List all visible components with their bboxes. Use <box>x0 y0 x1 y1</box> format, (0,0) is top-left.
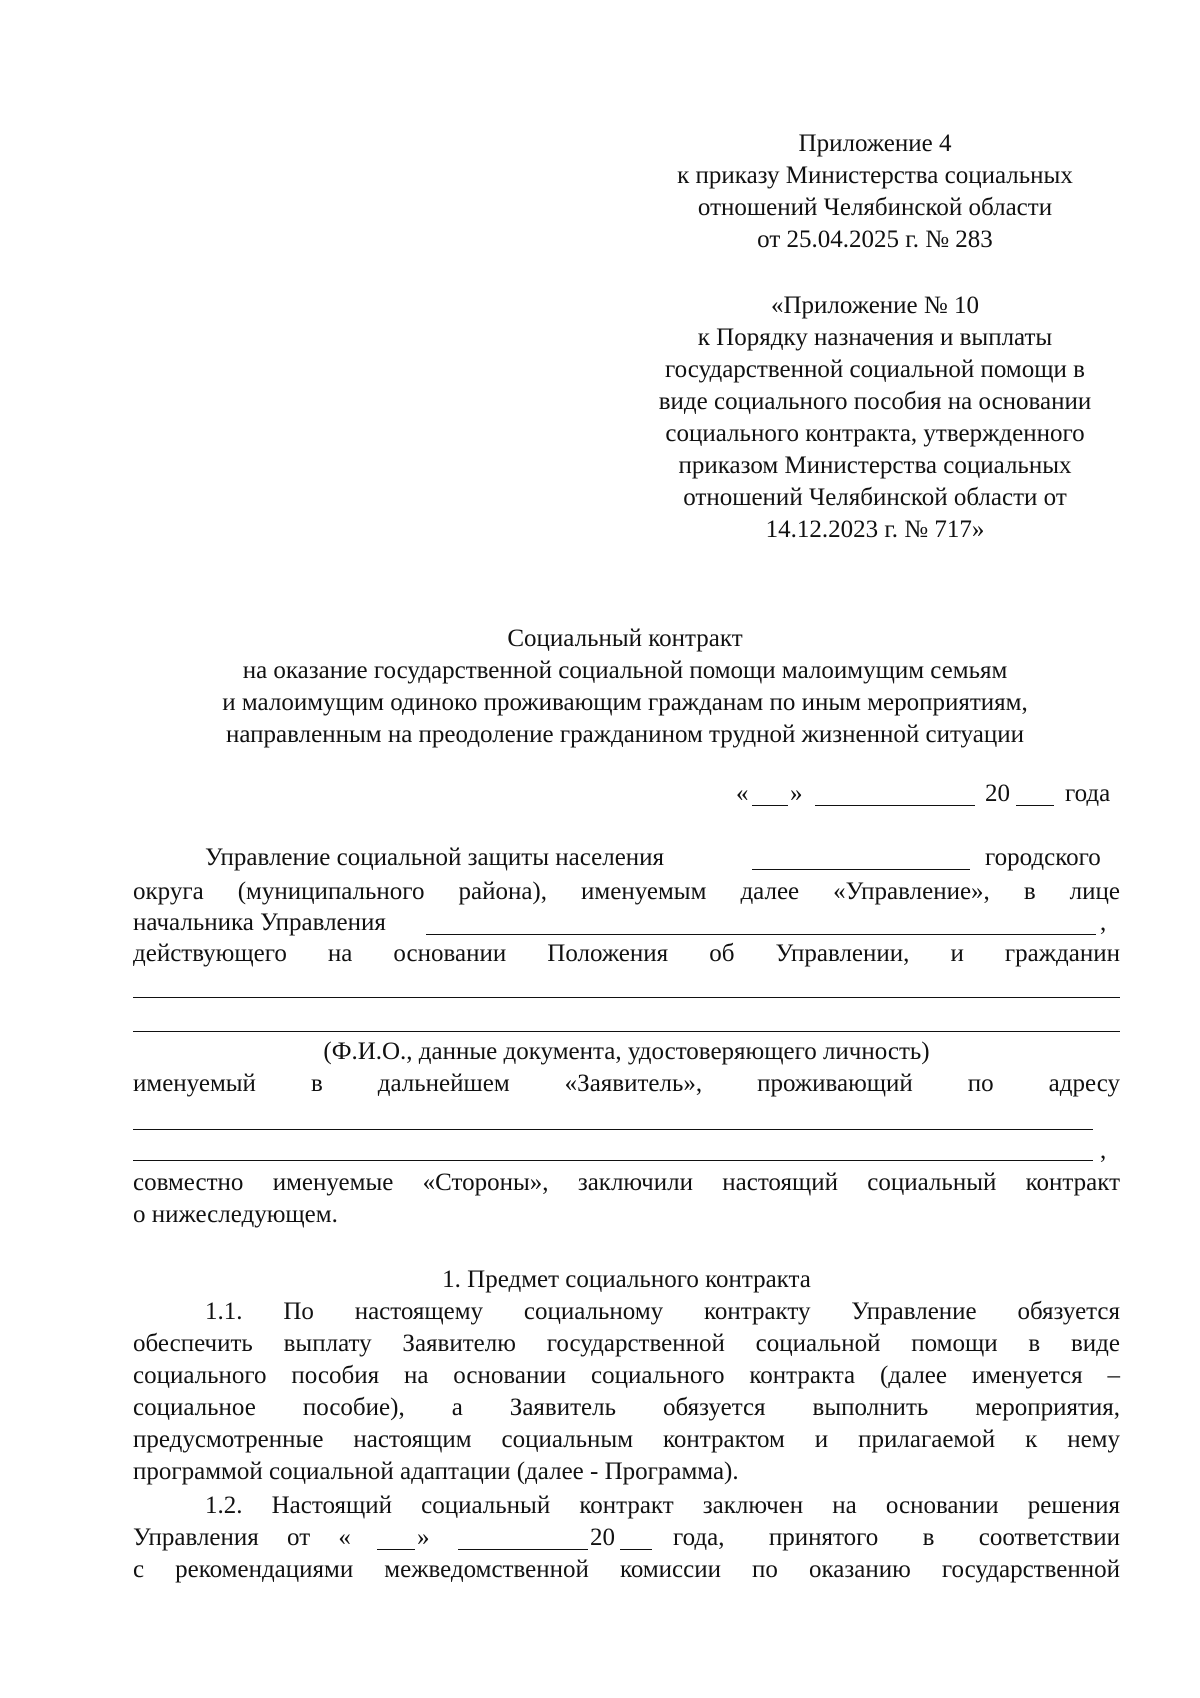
year-word: года <box>1065 780 1111 807</box>
parties-line-3: начальника Управления <box>133 909 386 936</box>
address-comma: , <box>1100 1137 1107 1164</box>
p12-line-2b: » <box>417 1524 430 1551</box>
citizen-blank-2[interactable] <box>133 1031 1120 1032</box>
parties-line-3-comma: , <box>1100 909 1107 936</box>
annex-4-line: от 25.04.2025 г. № 283 <box>757 226 993 253</box>
year-blank[interactable] <box>1016 805 1054 806</box>
date-close-quote: » <box>790 780 803 807</box>
annex-10-line: 14.12.2023 г. № 717» <box>765 516 985 543</box>
p11-line: социальное пособие), а Заявитель обязуется выполнить мероприятия, <box>133 1394 1120 1421</box>
p11-line: социального пособия на основании социального контракта (далее именуется – <box>133 1362 1120 1389</box>
p12-line-3: с рекомендациями межведомственной комиссии по оказанию государственной <box>133 1556 1120 1583</box>
parties-line-2: округа (муниципального района), именуемым далее «Управление», в лице <box>133 878 1120 905</box>
p11-line: 1.1. По настоящему социальному контракту Управление обязуется <box>205 1298 1120 1325</box>
annex-10-line: приказом Министерства социальных <box>678 452 1072 479</box>
annex-10-line: государственной социальной помощи в <box>665 356 1085 383</box>
title-line: и малоимущим одиноко проживающим гражданам по иным мероприятиям, <box>222 689 1028 716</box>
parties-line-1a: Управление социальной защиты населения <box>205 844 665 871</box>
annex-10-line: к Порядку назначения и выплаты <box>697 324 1053 351</box>
title-line: Социальный контракт <box>507 625 743 652</box>
annex-10-line: «Приложение № 10 <box>770 292 980 319</box>
decision-year-blank[interactable] <box>620 1549 652 1550</box>
decision-day-blank[interactable] <box>377 1549 415 1550</box>
parties-line-6: именуемый в дальнейшем «Заявитель», проживающий по адресу <box>133 1070 1120 1097</box>
day-blank[interactable] <box>752 805 788 806</box>
p12-line-2d: года, принятого в соответствии <box>673 1524 1120 1551</box>
annex-10-line: виде социального пособия на основании <box>658 388 1092 415</box>
citizen-blank-1[interactable] <box>133 997 1120 998</box>
decision-month-blank[interactable] <box>458 1549 588 1550</box>
p12-line-2c: 20 <box>590 1524 615 1551</box>
parties-line-10: о нижеследующем. <box>133 1201 338 1228</box>
parties-line-4: действующего на основании Положения об Управлении, и гражданин <box>133 940 1120 967</box>
parties-line-1b: городского <box>985 844 1101 871</box>
annex-4-line: Приложение 4 <box>798 130 952 157</box>
p11-line: обеспечить выплату Заявителю государственной социальной помощи в виде <box>133 1330 1120 1357</box>
date-open-quote: « <box>736 780 749 807</box>
address-blank-1[interactable] <box>133 1129 1093 1130</box>
fio-caption: (Ф.И.О., данные документа, удостоверяющего личность) <box>323 1038 930 1065</box>
annex-10-line: социального контракта, утвержденного <box>665 420 1085 447</box>
title-line: на оказание государственной социальной помощи малоимущим семьям <box>242 657 1008 684</box>
p12-line-1: 1.2. Настоящий социальный контракт заключен на основании решения <box>205 1492 1120 1519</box>
annex-4-header <box>615 128 1135 256</box>
p11-last-line: программой социальной адаптации (далее - Программа). <box>133 1458 739 1485</box>
annex-10-line: отношений Челябинской области от <box>683 484 1067 511</box>
annex-4-line: отношений Челябинской области <box>697 194 1053 221</box>
head-name-blank[interactable] <box>426 934 1096 935</box>
title-line: направленным на преодоление гражданином трудной жизненной ситуации <box>226 721 1024 748</box>
p12-line-2a: Управления от « <box>133 1524 351 1551</box>
parties-line-9: совместно именуемые «Стороны», заключили настоящий социальный контракт <box>133 1169 1120 1196</box>
document-title <box>130 623 1120 751</box>
month-blank[interactable] <box>815 805 975 806</box>
year-prefix: 20 <box>985 780 1010 807</box>
section-1-heading: 1. Предмет социального контракта <box>442 1266 811 1293</box>
annex-10-header <box>615 290 1135 546</box>
p11-line: предусмотренные настоящим социальным контрактом и прилагаемой к нему <box>133 1426 1120 1453</box>
annex-4-line: к приказу Министерства социальных <box>677 162 1073 189</box>
address-blank-2[interactable] <box>133 1160 1093 1161</box>
municipality-blank[interactable] <box>752 869 970 870</box>
